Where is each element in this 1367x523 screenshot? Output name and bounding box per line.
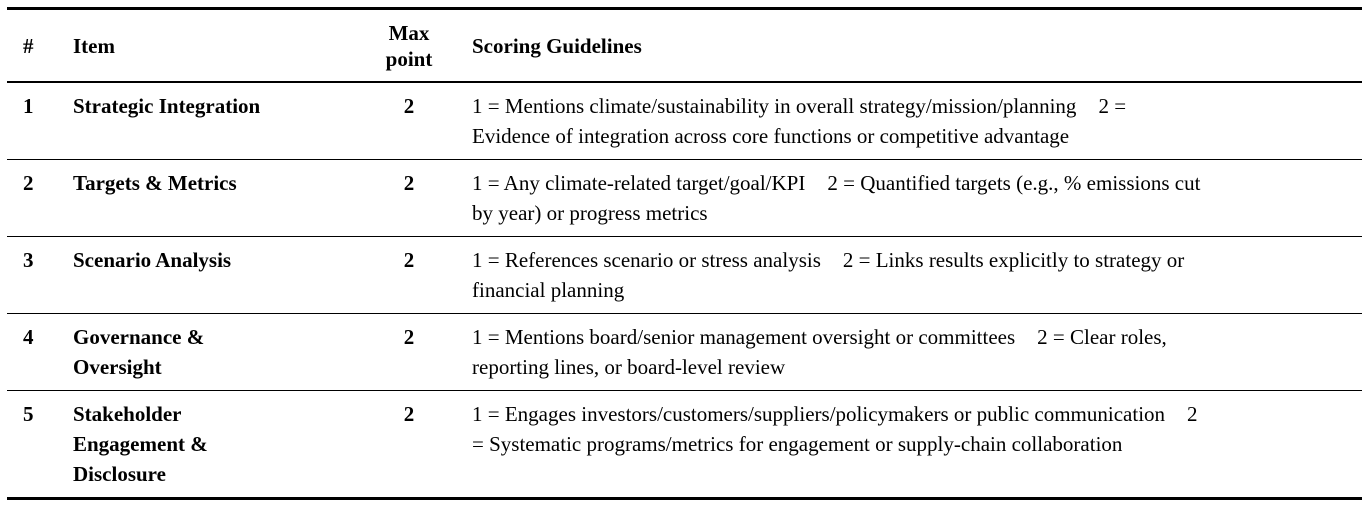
item-name: Targets & Metrics [73, 171, 237, 195]
score-1-criterion: 1 = References scenario or stress analysis [472, 248, 821, 272]
header-scoring-guidelines: Scoring Guidelines [472, 33, 642, 58]
item-name: Scenario Analysis [73, 248, 232, 272]
row-number: 2 [23, 171, 34, 195]
row-number: 5 [23, 402, 34, 426]
scoring-guidelines-cell [445, 399, 1362, 459]
max-point-value: 2 [403, 248, 415, 272]
item-name: Strategic Integration [73, 94, 261, 118]
header-item: Item [73, 33, 115, 58]
table-row [7, 83, 1362, 160]
header-max-point: Max point [385, 20, 433, 71]
scoring-guidelines-cell [445, 245, 1362, 305]
header-number: # [23, 33, 34, 58]
row-number: 4 [23, 325, 34, 349]
score-1-criterion: 1 = Any climate-related target/goal/KPI [472, 171, 806, 195]
max-point-value: 2 [403, 325, 415, 349]
row-number: 3 [23, 248, 34, 272]
score-1-criterion: 1 = Mentions board/senior management oversight or committees [472, 325, 1016, 349]
max-point-value: 2 [403, 402, 415, 426]
score-1-criterion: 1 = Mentions climate/sustainability in overall strategy/mission/planning [472, 94, 1077, 118]
score-2-criterion: 2 = Clear roles, reporting lines, or board-level review [472, 325, 1167, 379]
scoring-guidelines-cell [445, 91, 1362, 151]
score-2-criterion: 2 = Quantified targets (e.g., % emissions cut by year) or progress metrics [472, 171, 1201, 225]
max-point-value: 2 [403, 94, 415, 118]
table-header-row [7, 10, 1362, 83]
scoring-guidelines-cell [445, 322, 1362, 382]
row-number: 1 [23, 94, 34, 118]
score-2-criterion: 2 = Links results explicitly to strategy or financial planning [472, 248, 1185, 302]
table-row [7, 314, 1362, 391]
table-row [7, 160, 1362, 237]
score-1-criterion: 1 = Engages investors/customers/suppliers/policymakers or public communication [472, 402, 1166, 426]
table-row [7, 237, 1362, 314]
table-row [7, 391, 1362, 497]
score-2-criterion: 2 = Systematic programs/metrics for engagement or supply-chain collaboration [472, 402, 1198, 456]
score-2-criterion: 2 = Evidence of integration across core functions or competitive advantage [472, 94, 1127, 148]
item-name: Stakeholder Engagement & Disclosure [73, 402, 208, 486]
scoring-guidelines-cell [445, 168, 1362, 228]
scoring-rubric-table [7, 7, 1362, 500]
item-name: Governance & Oversight [73, 325, 205, 379]
max-point-value: 2 [403, 171, 415, 195]
